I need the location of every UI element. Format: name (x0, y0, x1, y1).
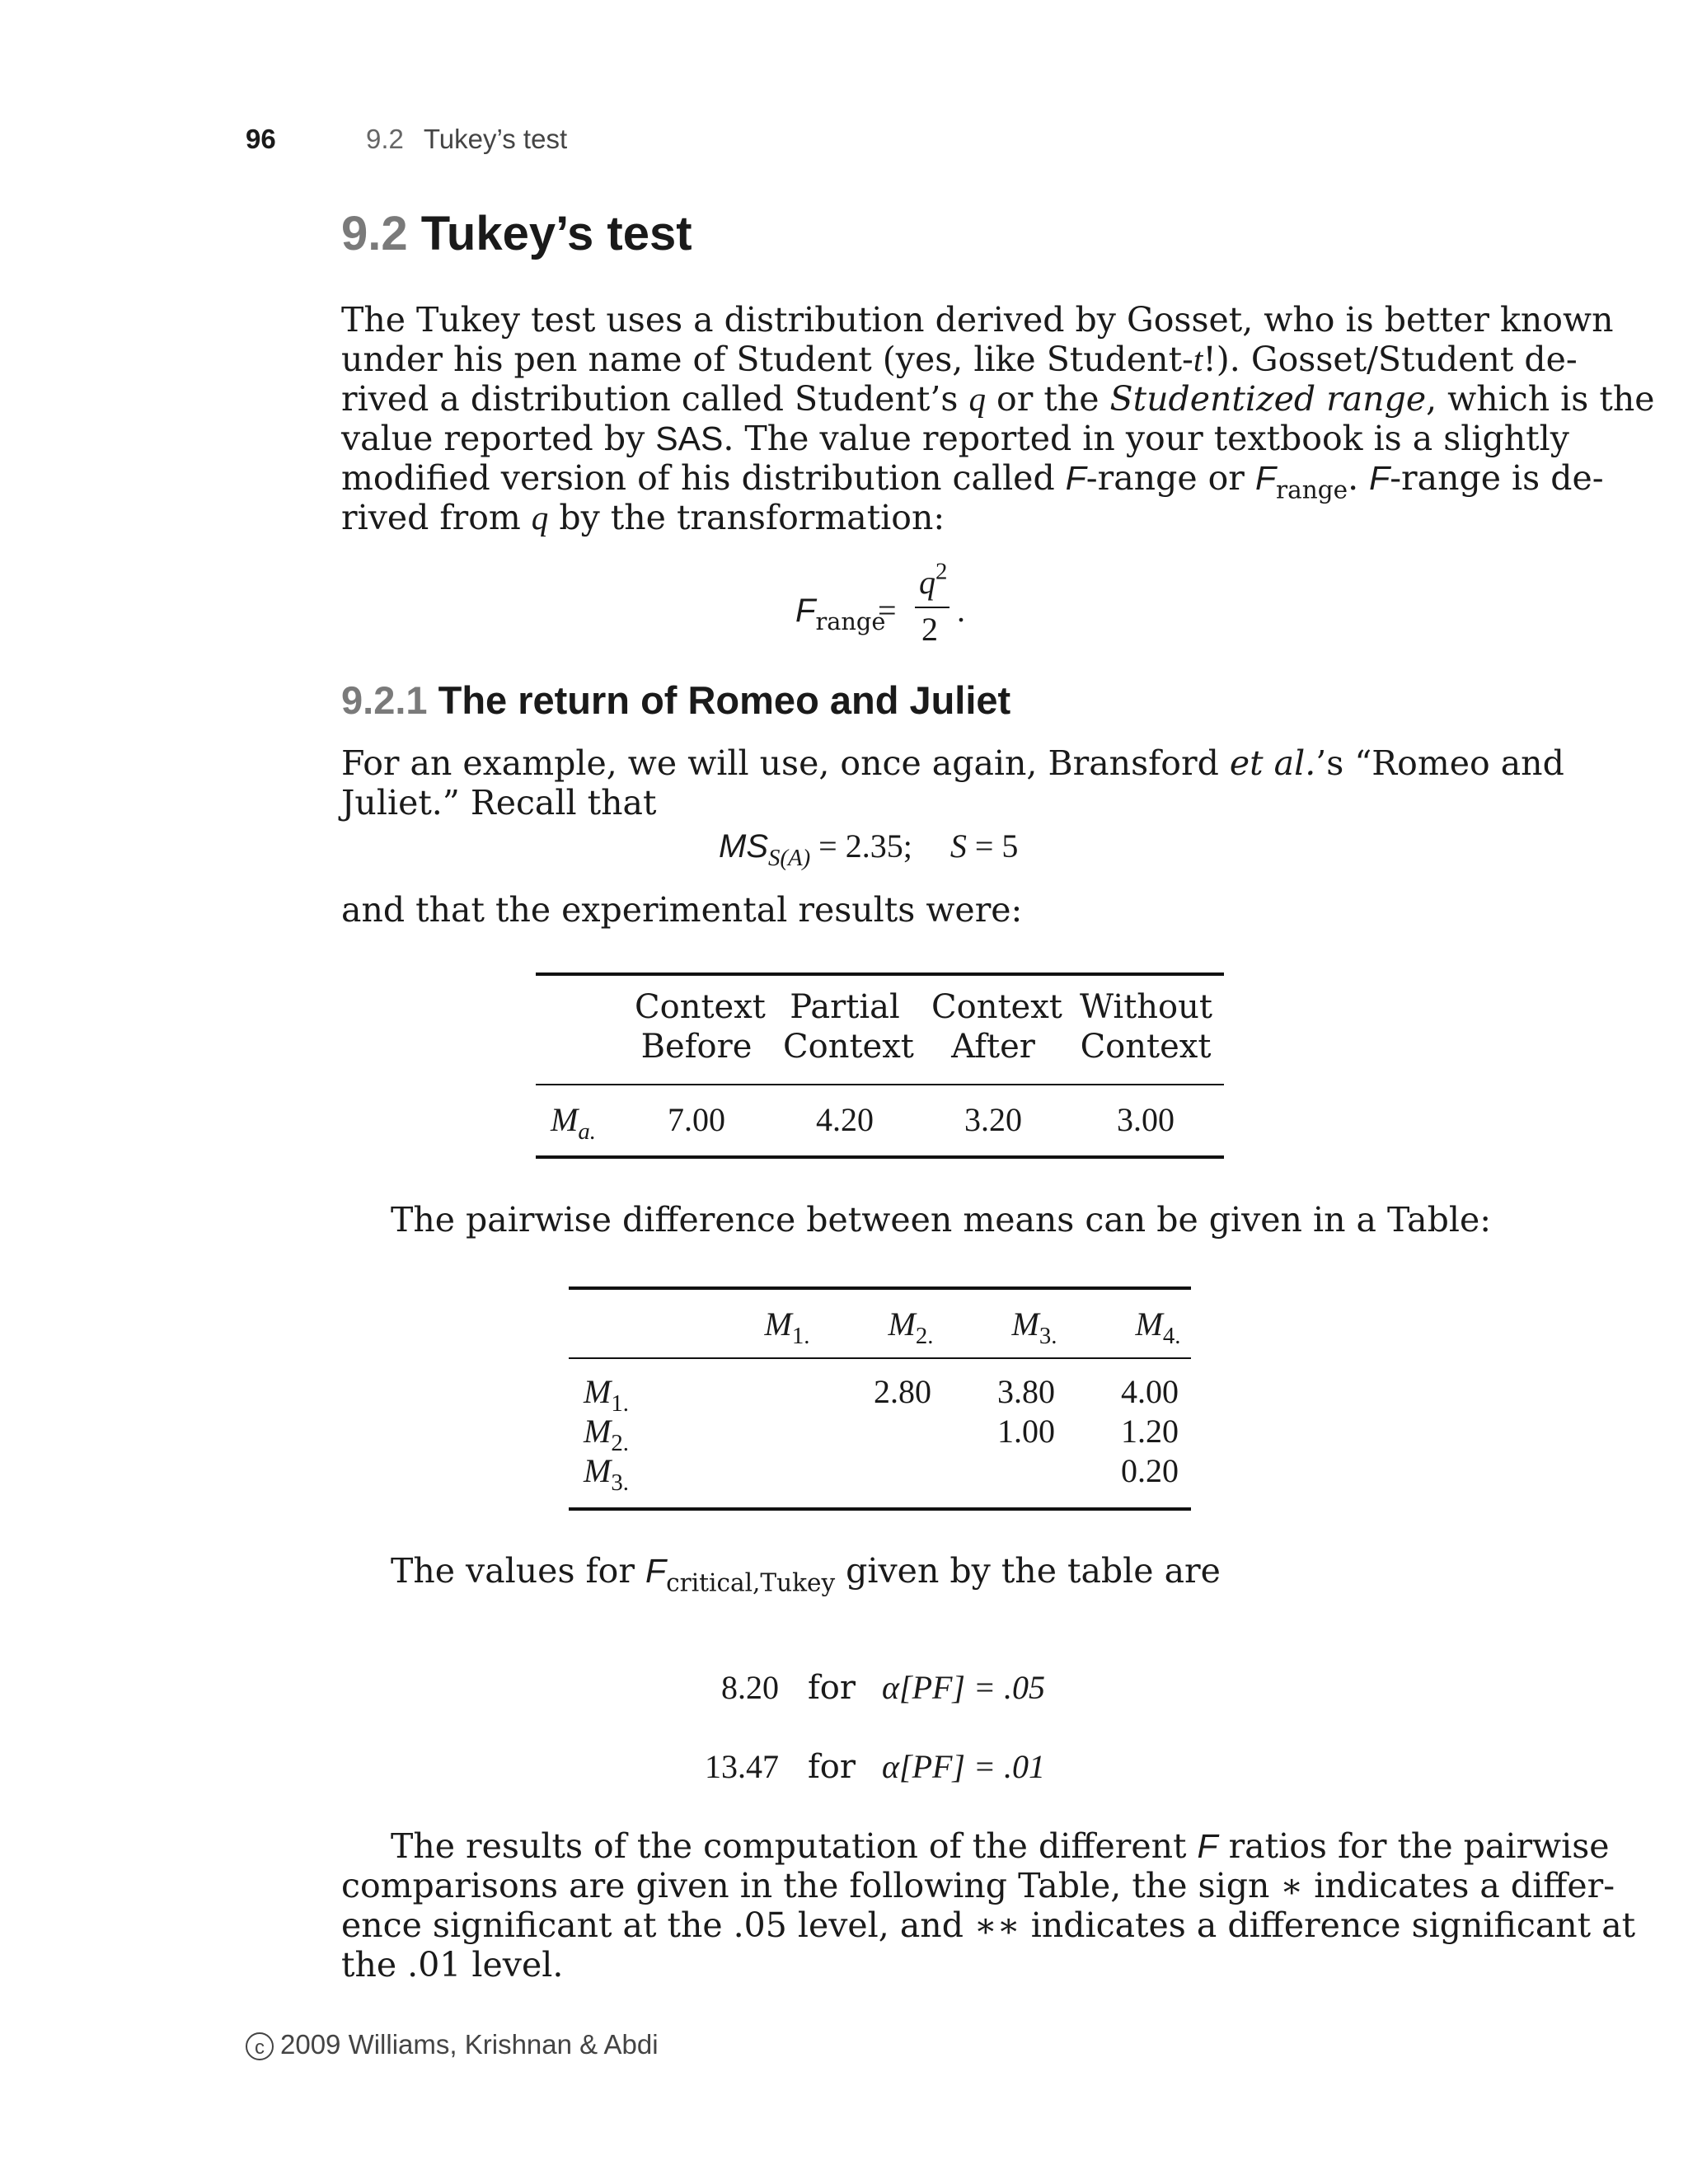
closing-line-1: The results of the computation of the different F ratios for the pairwise (391, 1826, 1610, 1866)
means-table-mid-rule (536, 1084, 1224, 1085)
means-value-1: 7.00 (668, 1101, 725, 1138)
pairwise-table (569, 1286, 1191, 1512)
results-intro-text: and that the experimental results were: (341, 890, 1023, 930)
critical-for-1: for (808, 1669, 856, 1707)
critical-alpha-1: α[PF] = .05 (882, 1669, 1045, 1706)
eq-ms: MS (719, 828, 768, 865)
eq-equals: = (878, 592, 897, 629)
pairwise-row-header-3: $M_{3.}$ (584, 1452, 629, 1497)
means-table-bottom-rule (536, 1155, 1224, 1159)
subsection-title: The return of Romeo and Juliet (438, 678, 1011, 722)
pairwise-row-header-2: $M_{2.}$ (584, 1413, 629, 1457)
eq-fraction-bar (915, 607, 950, 608)
eq-denominator: 2 (921, 611, 938, 648)
critical-alpha-2: α[PF] = .01 (882, 1748, 1045, 1785)
critical-value-2: 13.47 (705, 1748, 779, 1785)
eq-ms-sub: S(A) (768, 845, 811, 872)
section-title: Tukey’s test (420, 207, 692, 260)
pairwise-cell-1-3: 3.80 (997, 1373, 1055, 1410)
means-value-4: 3.00 (1117, 1101, 1175, 1138)
eq-numerator: $q^2$ (919, 558, 948, 601)
equation-ms (719, 827, 1019, 872)
means-header-4: Without Context (1080, 988, 1212, 1066)
subsection-number: 9.2.1 (341, 678, 428, 722)
intro-line-6: rived from q by the transformation: (341, 498, 945, 537)
footer-text: 2009 Williams, Krishnan & Abdi (280, 2029, 659, 2060)
pairwise-table-bottom-rule (569, 1507, 1191, 1511)
pairwise-cell-2-3: 1.00 (997, 1413, 1055, 1450)
pairwise-col-header-3: $M_{3.}$ (1011, 1305, 1057, 1350)
pairwise-cell-1-4: 4.00 (1121, 1373, 1179, 1410)
pairwise-intro: The pairwise difference between means can be given in a Table: (391, 1200, 1492, 1240)
eq-ms-value: = 2.35; (810, 827, 912, 865)
critical-value-1: 8.20 (721, 1669, 779, 1706)
example-line-2: Juliet.” Recall that (341, 783, 657, 823)
means-table (536, 972, 1224, 1162)
pairwise-row-header-1: $M_{1.}$ (584, 1373, 629, 1418)
means-value-3: 3.20 (964, 1101, 1022, 1138)
equation-frange (795, 558, 993, 655)
running-header-number: 9.2 (366, 124, 404, 154)
pairwise-cell-1-2: 2.80 (874, 1373, 931, 1410)
means-table-top-rule (536, 972, 1224, 976)
eq-s: S (950, 827, 967, 865)
section-heading (341, 206, 692, 261)
example-line-1: For an example, we will use, once again, Bransford et al.’s “Romeo and (341, 743, 1564, 783)
pairwise-col-header-1: $M_{1.}$ (764, 1305, 810, 1350)
closing-line-2: comparisons are given in the following Table, the sign ∗ indicates a differ- (341, 1866, 1615, 1905)
intro-line-2: under his pen name of Student (yes, like Student-t!). Gosset/Student de- (341, 340, 1578, 379)
pairwise-table-mid-rule (569, 1357, 1191, 1359)
intro-line-1: The Tukey test uses a distribution derived by Gosset, who is better known (341, 300, 1614, 340)
intro-line-3: rived a distribution called Student’s q or the Studentized range, which is the (341, 379, 1655, 419)
eq-period: . (957, 592, 965, 629)
intro-line-4: value reported by SAS. The value reported in your textbook is a slightly (341, 419, 1569, 458)
pairwise-cell-3-4: 0.20 (1121, 1452, 1179, 1489)
intro-line-5: modified version of his distribution called F-range or $F_{range}$. F-range is de- (341, 458, 1604, 504)
section-number: 9.2 (341, 207, 408, 260)
page-number: 96 (246, 124, 276, 154)
example-paragraph (341, 743, 1564, 823)
means-header-2: Partial Context (783, 988, 914, 1066)
copyright-icon: c (246, 2032, 274, 2060)
closing-line-4: the .01 level. (341, 1945, 564, 1985)
means-header-3: Context After (931, 988, 1062, 1066)
closing-paragraph (341, 1826, 1636, 1985)
results-intro (341, 890, 1418, 930)
means-value-2: 4.20 (816, 1101, 874, 1138)
running-header-title: Tukey’s test (423, 124, 568, 154)
subsection-heading (341, 677, 1010, 723)
eq-s-value: = 5 (966, 827, 1019, 865)
means-header-1: Context Before (635, 988, 766, 1066)
intro-paragraph (341, 300, 1655, 537)
means-row-label: $M_{a.}$ (551, 1101, 596, 1146)
running-header (366, 124, 567, 155)
pairwise-cell-2-4: 1.20 (1121, 1413, 1179, 1450)
pairwise-col-header-2: $M_{2.}$ (888, 1305, 934, 1350)
pairwise-table-top-rule (569, 1286, 1191, 1290)
eq-lhs: $F_{range}$ (795, 593, 886, 636)
pairwise-col-header-4: $M_{4.}$ (1135, 1305, 1181, 1350)
closing-line-3: ence significant at the .05 level, and ∗∗ indicates a difference significant at (341, 1905, 1636, 1945)
critical-intro: The values for $F_{critical,Tukey}$ given by the table are (391, 1551, 1221, 1597)
critical-for-2: for (808, 1748, 856, 1786)
footer (246, 2029, 659, 2060)
